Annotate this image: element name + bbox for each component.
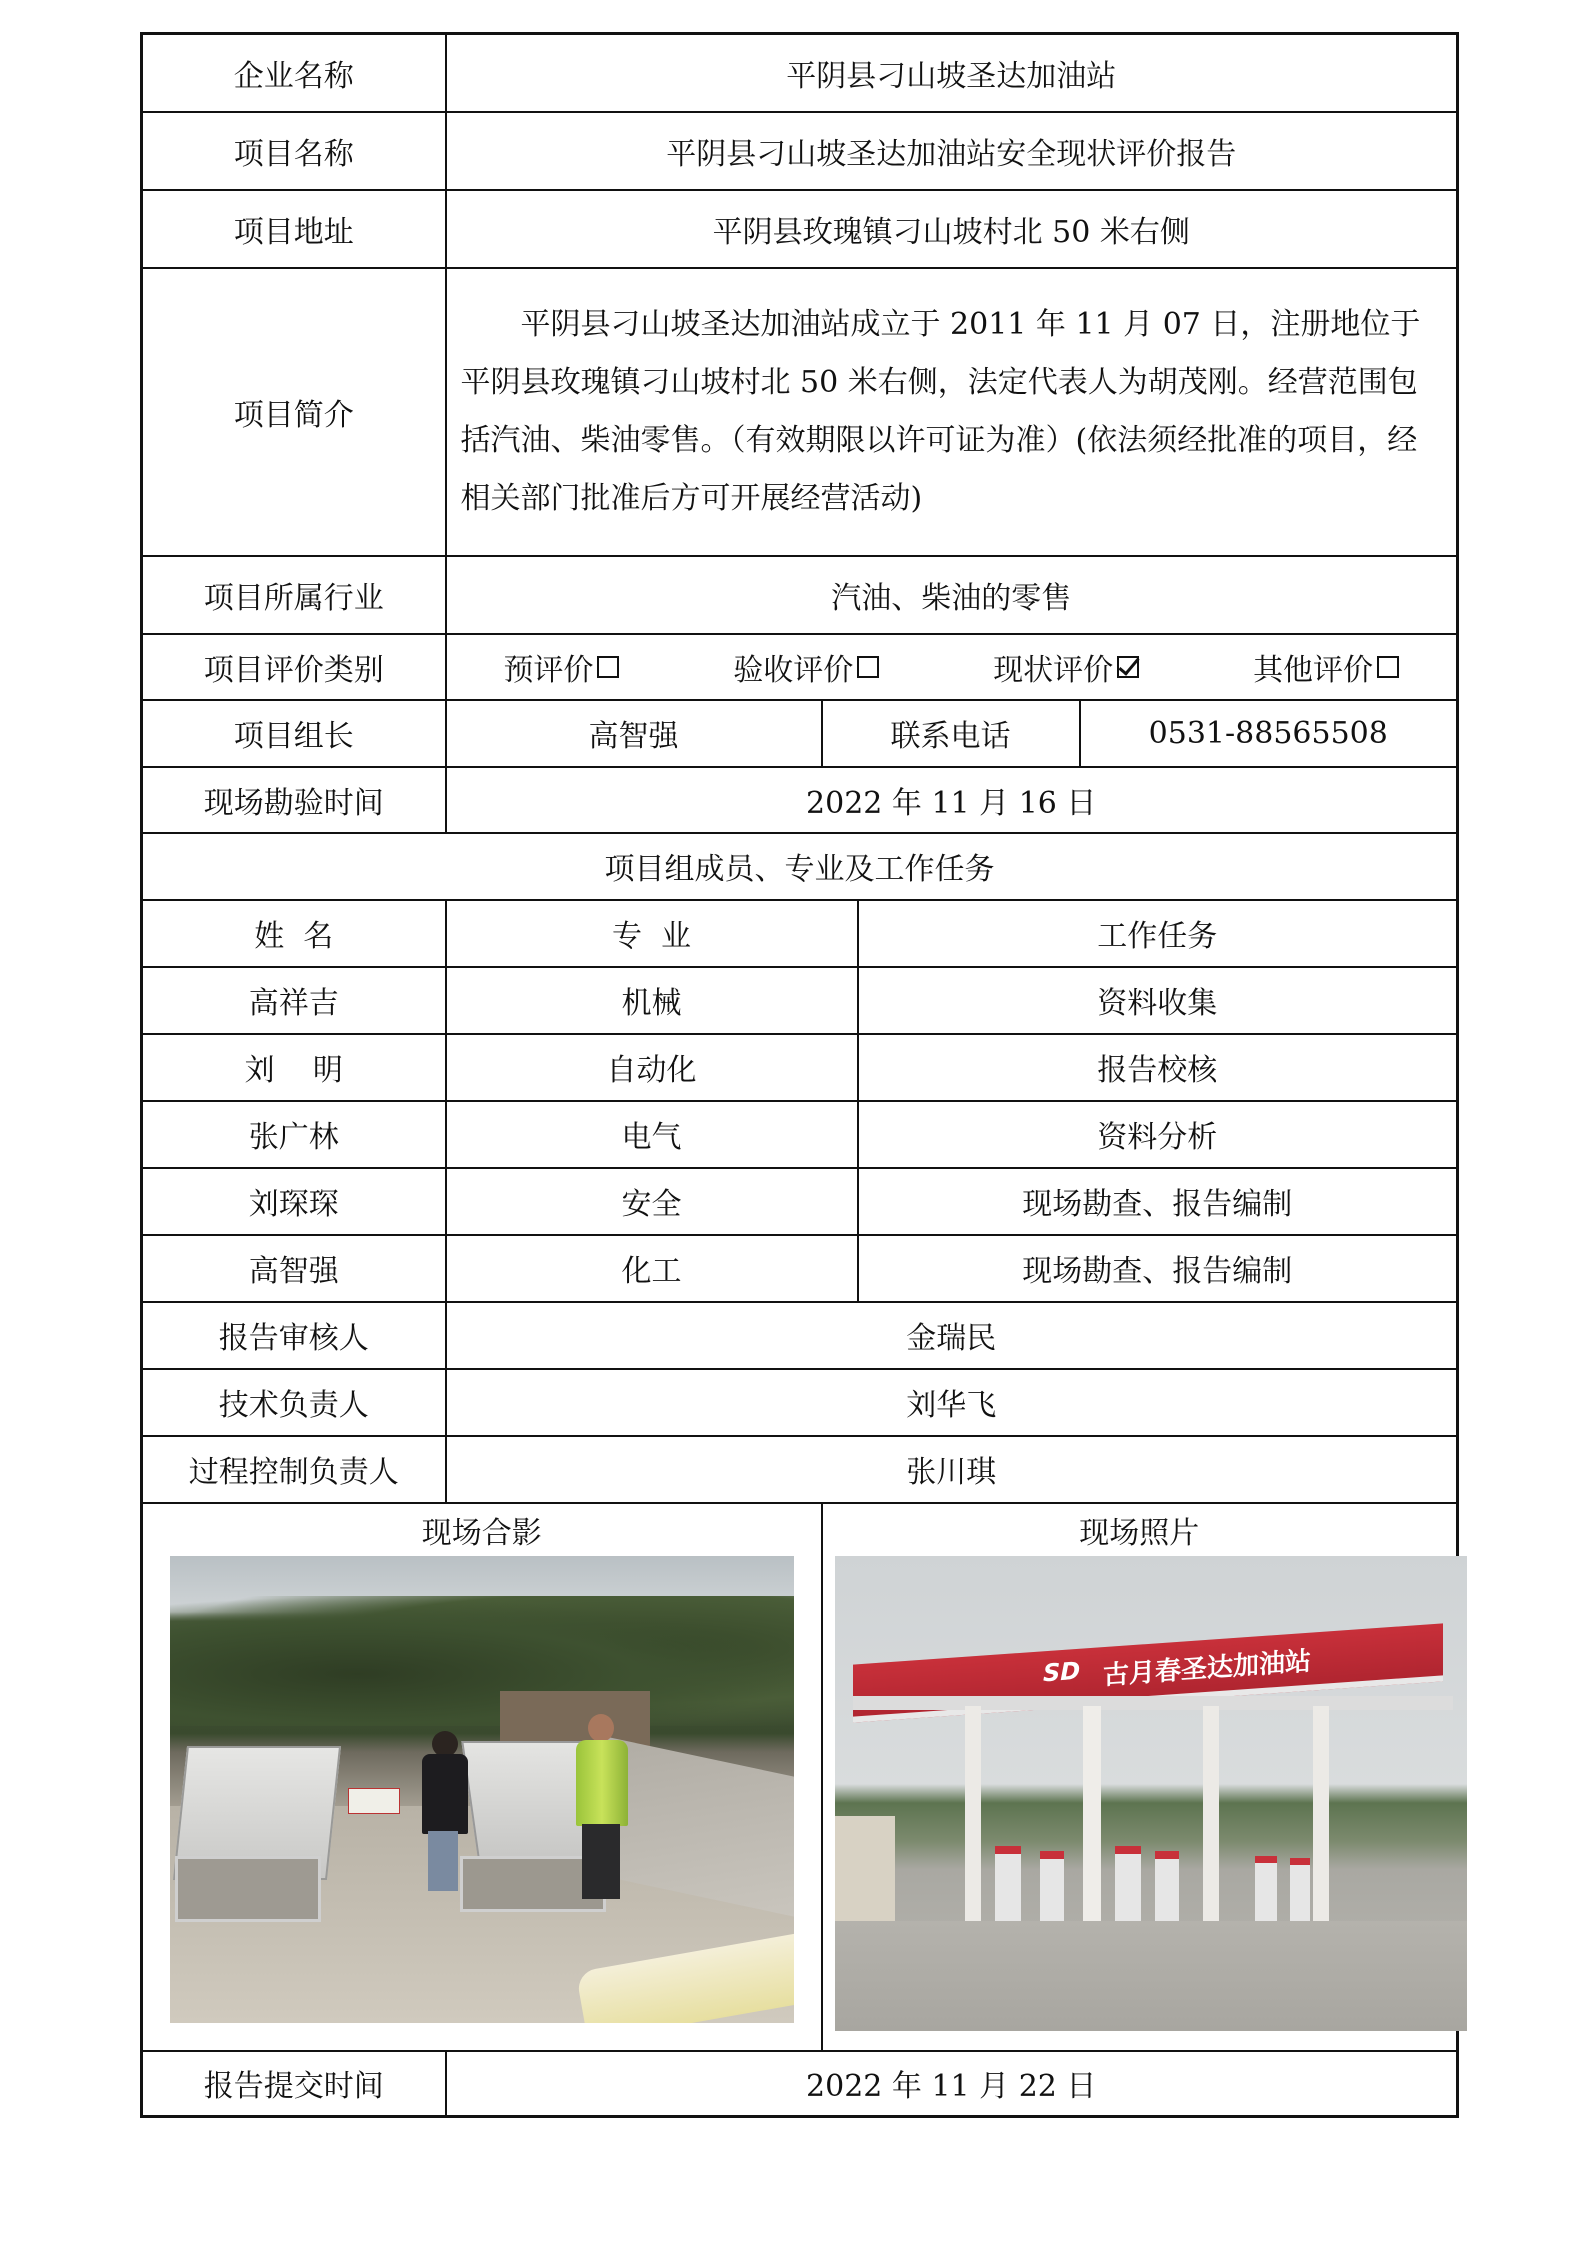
checkbox-icon[interactable] <box>597 656 619 678</box>
site-photo-image <box>835 1556 1467 2031</box>
site-photo-cell <box>822 1503 1458 2051</box>
address-value: 平阴县玫瑰镇刁山坡村北 50 米右侧 <box>446 190 1458 268</box>
industry-row <box>142 556 1458 634</box>
industry-value: 汽油、柴油的零售 <box>446 556 1458 634</box>
member-task: 资料分析 <box>858 1101 1458 1168</box>
members-header-row <box>142 900 1458 967</box>
table-row <box>142 967 1458 1034</box>
checkbox-icon[interactable] <box>857 656 879 678</box>
leader-row <box>142 700 1458 767</box>
project-label: 项目名称 <box>142 112 446 190</box>
tech-row <box>142 1369 1458 1436</box>
member-major: 化工 <box>446 1235 858 1302</box>
eval-option-acceptance[interactable] <box>733 645 879 689</box>
member-task: 现场勘查、报告编制 <box>858 1235 1458 1302</box>
member-major: 自动化 <box>446 1034 858 1101</box>
address-label: 项目地址 <box>142 190 446 268</box>
checkbox-checked-icon[interactable] <box>1117 656 1139 678</box>
intro-text: 平阴县刁山坡圣达加油站成立于 2011 年 11 月 07 日，注册地位于平阴县玫瑰镇刁山坡村北 50 米右侧，法定代表人为胡茂刚。经营范围包括汽油、柴油零售。（有效期限以许可证为准）(依法须经批准的项目，经相关部门批准后方可开展经营活动) <box>460 306 1421 516</box>
project-row <box>142 112 1458 190</box>
eval-option-pre-label: 预评价 <box>503 652 594 688</box>
table-row <box>142 1235 1458 1302</box>
eval-type-row <box>142 634 1458 700</box>
eval-option-other-label: 其他评价 <box>1253 652 1374 688</box>
submit-row <box>142 2051 1458 2117</box>
member-name: 张广林 <box>142 1101 446 1168</box>
checkbox-icon[interactable] <box>1377 656 1399 678</box>
group-photo-title: 现场合影 <box>421 1515 542 1551</box>
group-photo-image <box>170 1556 794 2023</box>
report-sheet <box>140 32 1456 2118</box>
tech-label: 技术负责人 <box>142 1369 446 1436</box>
member-name: 刘 明 <box>142 1034 446 1101</box>
header-task: 工作任务 <box>858 900 1458 967</box>
intro-row <box>142 268 1458 556</box>
reviewer-row <box>142 1302 1458 1369</box>
header-major: 专 业 <box>446 900 858 967</box>
table-row <box>142 1034 1458 1101</box>
table-row <box>142 1168 1458 1235</box>
eval-type-label: 项目评价类别 <box>142 634 446 700</box>
eval-option-status-label: 现状评价 <box>993 652 1114 688</box>
intro-cell <box>446 268 1458 556</box>
reviewer-value: 金瑞民 <box>446 1302 1458 1369</box>
address-row <box>142 190 1458 268</box>
member-name: 高智强 <box>142 1235 446 1302</box>
eval-option-pre[interactable] <box>503 645 619 689</box>
site-photo-title: 现场照片 <box>1079 1515 1200 1551</box>
member-task: 资料收集 <box>858 967 1458 1034</box>
company-value: 平阴县刁山坡圣达加油站 <box>446 34 1458 112</box>
company-row <box>142 34 1458 112</box>
submit-label: 报告提交时间 <box>142 2051 446 2117</box>
leader-label: 项目组长 <box>142 700 446 767</box>
submit-value: 2022 年 11 月 22 日 <box>446 2051 1458 2117</box>
survey-value: 2022 年 11 月 16 日 <box>446 767 1458 833</box>
member-task: 报告校核 <box>858 1034 1458 1101</box>
intro-label: 项目简介 <box>142 268 446 556</box>
member-major: 安全 <box>446 1168 858 1235</box>
eval-type-options <box>446 634 1458 700</box>
member-task: 现场勘查、报告编制 <box>858 1168 1458 1235</box>
industry-label: 项目所属行业 <box>142 556 446 634</box>
survey-row <box>142 767 1458 833</box>
process-label: 过程控制负责人 <box>142 1436 446 1503</box>
process-value: 张川琪 <box>446 1436 1458 1503</box>
reviewer-label: 报告审核人 <box>142 1302 446 1369</box>
member-major: 机械 <box>446 967 858 1034</box>
phone-label: 联系电话 <box>822 700 1080 767</box>
eval-option-status[interactable] <box>993 645 1139 689</box>
survey-label: 现场勘验时间 <box>142 767 446 833</box>
canopy-sign-text: 古月春圣达加油站 <box>1102 1646 1311 1691</box>
table-row <box>142 1101 1458 1168</box>
photos-row <box>142 1503 1458 2051</box>
member-name: 刘琛琛 <box>142 1168 446 1235</box>
leader-value: 高智强 <box>446 700 822 767</box>
tech-value: 刘华飞 <box>446 1369 1458 1436</box>
project-value: 平阴县刁山坡圣达加油站安全现状评价报告 <box>446 112 1458 190</box>
member-major: 电气 <box>446 1101 858 1168</box>
members-title-row <box>142 833 1458 900</box>
eval-option-acceptance-label: 验收评价 <box>733 652 854 688</box>
member-name: 高祥吉 <box>142 967 446 1034</box>
process-row <box>142 1436 1458 1503</box>
header-name: 姓 名 <box>142 900 446 967</box>
company-label: 企业名称 <box>142 34 446 112</box>
phone-value: 0531-88565508 <box>1080 700 1458 767</box>
eval-option-other[interactable] <box>1253 645 1399 689</box>
group-photo-cell <box>142 1503 822 2051</box>
project-info-table <box>140 32 1459 2118</box>
canopy-logo: SD <box>1042 1656 1080 1687</box>
members-section-title: 项目组成员、专业及工作任务 <box>142 833 1458 900</box>
